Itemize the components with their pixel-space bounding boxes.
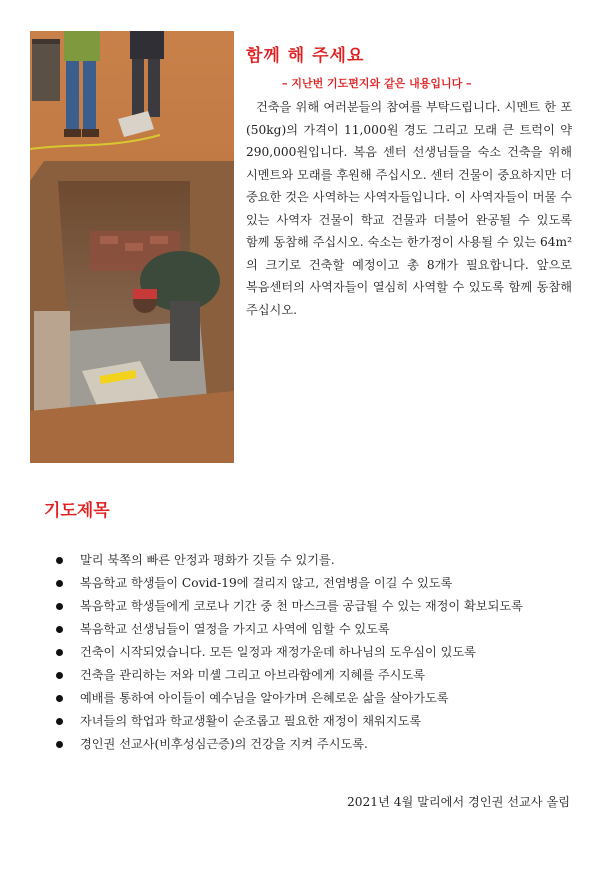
prayer-item [52,688,572,710]
bullet-icon [56,672,63,679]
prayer-item-text: 복음학교 학생들에게 코로나 기간 중 천 마스크를 공급될 수 있는 재정이 확보되도록 [80,599,523,613]
support-subheading: – 지난번 기도편지와 같은 내용입니다 – [282,77,472,90]
bullet-icon [56,580,63,587]
prayer-item [52,711,572,733]
bullet-icon [56,603,63,610]
bullet-icon [56,557,63,564]
prayer-item [52,642,572,664]
prayer-item-text: 건축이 시작되었습니다. 모든 일정과 재정가운데 하나님의 도우심이 있도록 [80,645,476,659]
prayer-list [52,550,572,757]
bullet-icon [56,649,63,656]
prayer-topics-title: 기도제목 [44,501,110,521]
prayer-item-text: 자녀들의 학업과 학교생활이 순조롭고 필요한 재정이 채워지도록 [80,714,422,728]
prayer-item-text: 말리 북쪽의 빠른 안정과 평화가 깃들 수 있기를. [80,553,335,567]
prayer-item-text: 건축을 관리하는 저와 미셸 그리고 아브라함에게 지혜를 주시도록 [80,668,425,682]
prayer-item [52,596,572,618]
bullet-icon [56,695,63,702]
prayer-item-text: 예배를 통하여 아이들이 예수님을 알아가며 은혜로운 삶을 살아가도록 [80,691,449,705]
construction-photo [30,31,234,463]
prayer-item [52,734,572,756]
support-body-text: 건축을 위해 여러분들의 참여를 부탁드립니다. 시멘트 한 포(50kg)의 가격이 11,000원 경도 그리고 모래 큰 트럭이 약 290,000원입니다. 복음 센터 선생님들을 숙소 건축을 위해 시멘트와 모래를 후원해 주십시오. 센터 건물이 중요하지만 더 중요한 것은 사역하는 사역자들입니다. 이 사역자들이 머물 수 있는 사역자 건물이 학교 건물과 더불어 완공될 수 있도록 함께 동참해 주십시오. 숙소는 한가정이 사용될 수 있는 64m² 의 크기로 건축할 예정이고 총 8개가 필요합니다. 앞으로 복음센터의 사역자들이 열심히 사역할 수 있도록 함께 동참해 주십시오. [246,100,572,317]
prayer-item-text: 복음학교 선생님들이 열정을 가지고 사역에 임할 수 있도록 [80,622,390,636]
prayer-item [52,665,572,687]
bullet-icon [56,626,63,633]
prayer-item-text: 경인권 선교사(비후성심근증)의 건강을 지켜 주시도록. [80,737,368,751]
prayer-item-text: 복음학교 학생들이 Covid-19에 걸리지 않고, 전염병을 이길 수 있도록 [80,576,453,590]
prayer-item [52,619,572,641]
bullet-icon [56,741,63,748]
support-heading: 함께 해 주세요 [246,46,365,66]
bullet-icon [56,718,63,725]
prayer-item [52,550,572,572]
signature: 2021년 4월 말리에서 경인권 선교사 올림 [347,795,570,809]
prayer-item [52,573,572,595]
